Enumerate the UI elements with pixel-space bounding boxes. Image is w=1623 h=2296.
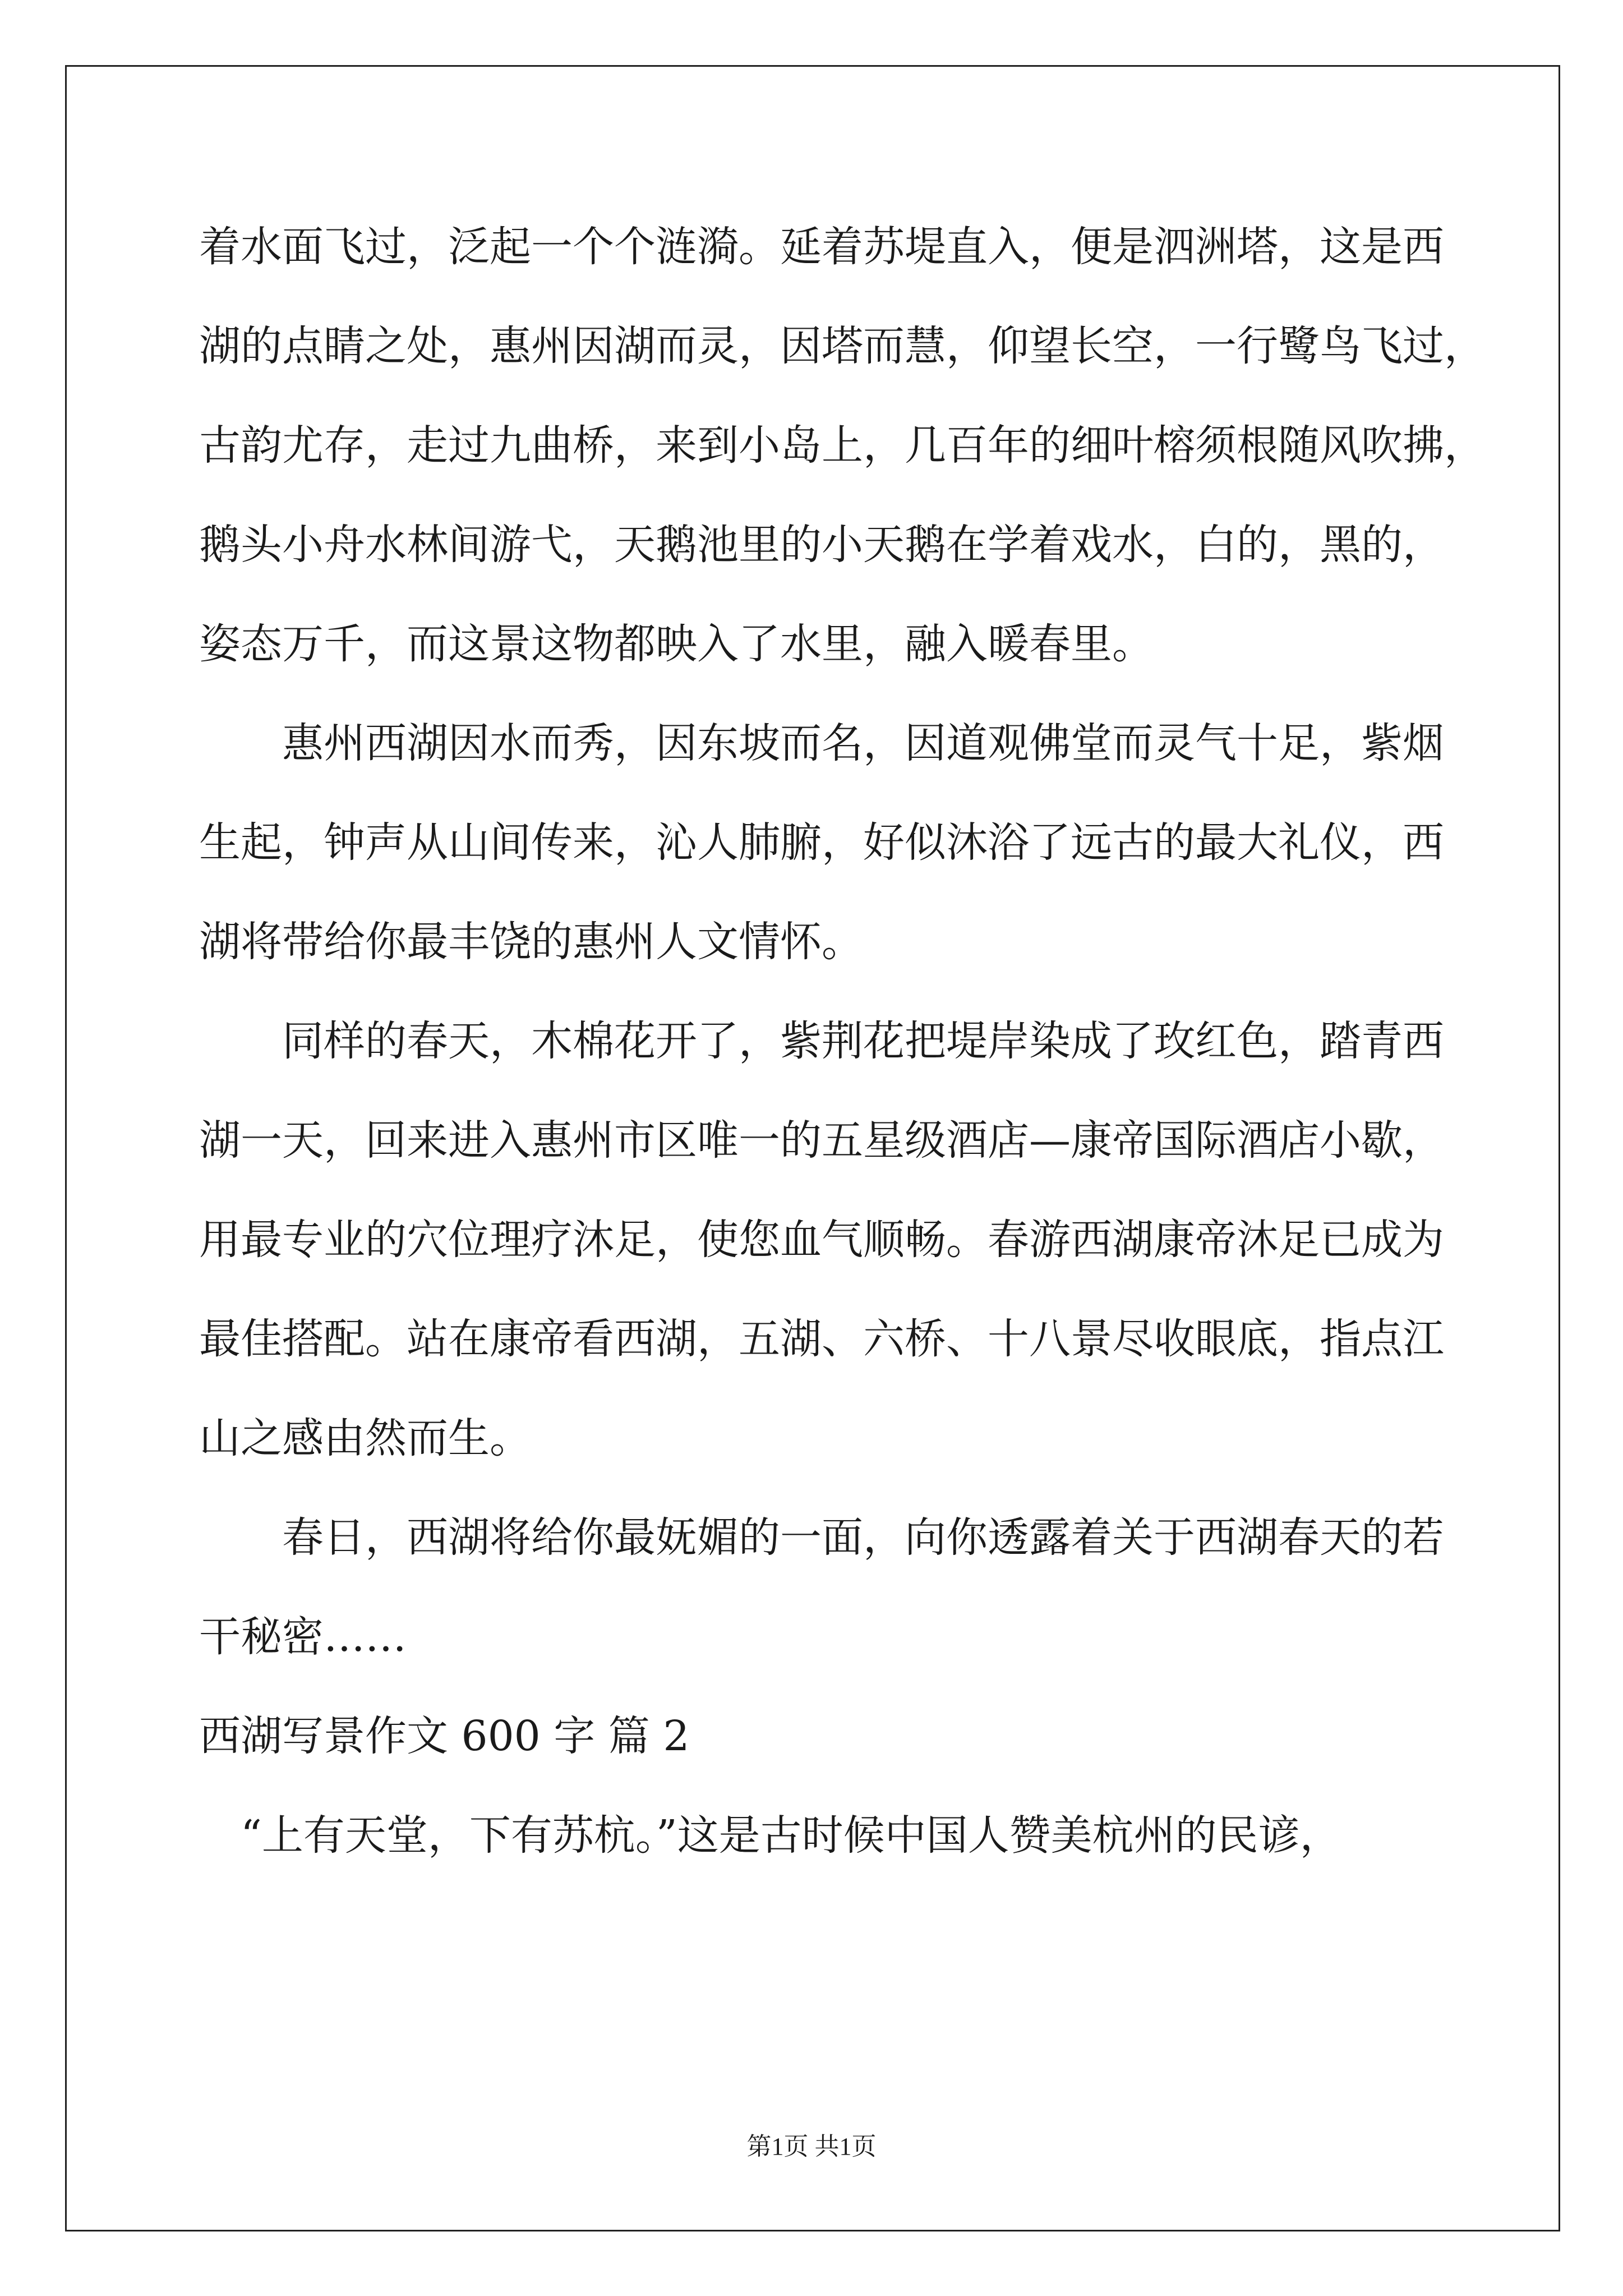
text-line: 用最专业的穴位理疗沐足，使您血气顺畅。春游西湖康帝沐足已成为 bbox=[199, 1216, 1444, 1264]
text-line: 古韵尤存，走过九曲桥，来到小岛上，几百年的细叶榕须根随风吹拂， bbox=[199, 421, 1486, 470]
page-footer: 第1页 共1页 bbox=[746, 2133, 877, 2160]
text-line: 湖一天，回来进入惠州市区唯一的五星级酒店—康帝国际酒店小歇， bbox=[199, 1116, 1444, 1165]
text-line: 姿态万千，而这景这物都映入了水里，融入暖春里。 bbox=[199, 620, 1154, 668]
text-line: 湖的点睛之处，惠州因湖而灵，因塔而慧，仰望长空，一行鹭鸟飞过， bbox=[199, 322, 1486, 370]
text-line: 干秘密…… bbox=[199, 1613, 407, 1661]
text-line: 生起，钟声从山间传来，沁人肺腑，好似沐浴了远古的最大礼仪，西 bbox=[199, 818, 1444, 867]
text-line: “上有天堂，下有苏杭。”这是古时候中国人赞美杭州的民谚， bbox=[199, 1811, 1341, 1860]
text-line: 鹅头小舟水林间游弋，天鹅池里的小天鹅在学着戏水，白的，黑的， bbox=[199, 521, 1444, 569]
text-line: 同样的春天，木棉花开了，紫荆花把堤岸染成了玫红色，踏青西 bbox=[199, 1017, 1444, 1065]
text-line: 着水面飞过，泛起一个个涟漪。延着苏堤直入，便是泗洲塔，这是西 bbox=[199, 223, 1444, 271]
text-line: 湖将带给你最丰饶的惠州人文情怀。 bbox=[199, 918, 863, 966]
text-line: 山之感由然而生。 bbox=[199, 1414, 531, 1462]
text-line: 春日，西湖将给你最妩媚的一面，向你透露着关于西湖春天的若 bbox=[199, 1513, 1444, 1562]
section-heading: 西湖写景作文 600 字 篇 2 bbox=[199, 1712, 690, 1760]
document-body bbox=[199, 205, 1486, 1893]
text-line: 最佳搭配。站在康帝看西湖，五湖、六桥、十八景尽收眼底，指点江 bbox=[199, 1315, 1444, 1363]
text-line: 惠州西湖因水而秀，因东坡而名，因道观佛堂而灵气十足，紫烟 bbox=[199, 719, 1444, 767]
